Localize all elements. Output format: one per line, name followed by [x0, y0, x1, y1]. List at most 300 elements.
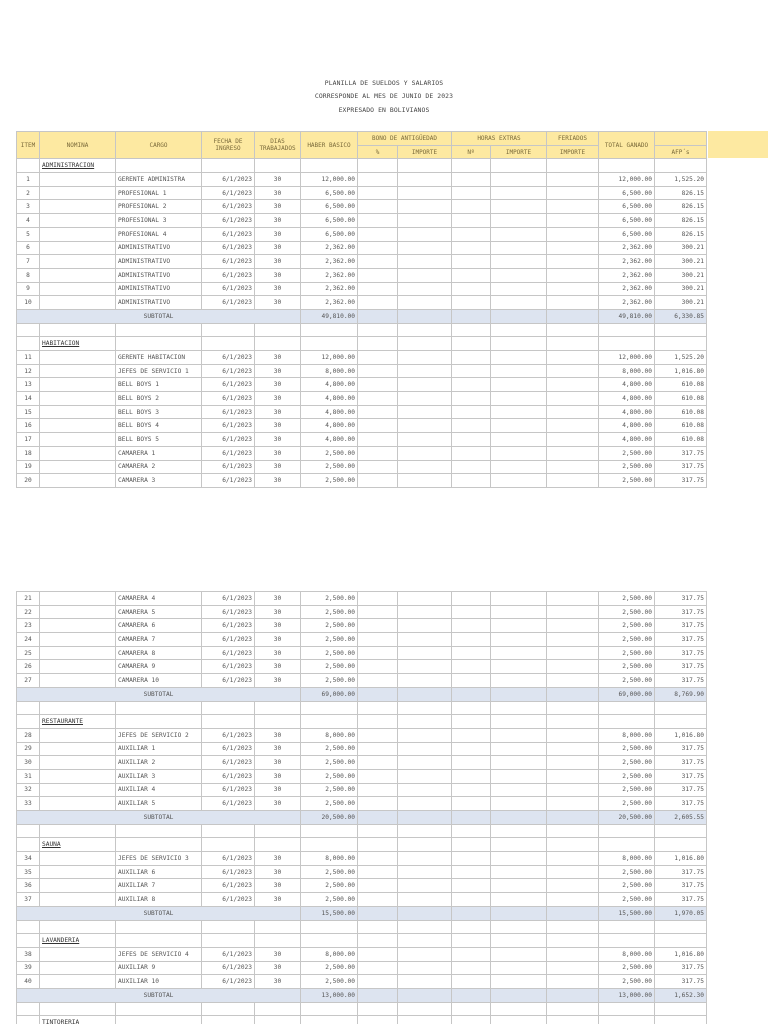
empty-cell [491, 756, 547, 770]
empty-cell [547, 701, 599, 715]
empty-cell [398, 433, 452, 447]
empty-cell [40, 323, 116, 337]
empty-cell [547, 268, 599, 282]
empty-cell [491, 961, 547, 975]
empty-cell [547, 619, 599, 633]
table-row [17, 433, 707, 447]
cargo-cell: JEFES DE SERVICIO 4 [116, 947, 202, 961]
empty-cell [398, 364, 452, 378]
fecha-cell: 6/1/2023 [202, 214, 255, 228]
cargo-cell: ADMINISTRATIVO [116, 241, 202, 255]
empty-cell [358, 419, 398, 433]
cargo-cell: ADMINISTRATIVO [116, 296, 202, 310]
empty-cell [491, 879, 547, 893]
table-row [17, 419, 707, 433]
dias-cell: 30 [255, 756, 301, 770]
dias-cell: 30 [255, 227, 301, 241]
total-cell: 2,500.00 [599, 783, 655, 797]
col-header-total: TOTAL GANADO [599, 132, 655, 159]
empty-cell [358, 296, 398, 310]
table-row [17, 392, 707, 406]
empty-cell [452, 906, 491, 920]
item-cell: 37 [17, 893, 40, 907]
col-header-dias: DIAS TRABAJADOS [255, 132, 301, 159]
empty-cell [358, 268, 398, 282]
table-row [17, 241, 707, 255]
total-cell: 2,500.00 [599, 975, 655, 989]
empty-cell [491, 824, 547, 838]
total-cell: 2,362.00 [599, 296, 655, 310]
empty-cell [599, 1016, 655, 1024]
empty-cell [655, 701, 707, 715]
item-cell: 29 [17, 742, 40, 756]
cargo-cell: JEFES DE SERVICIO 2 [116, 728, 202, 742]
empty-cell [358, 337, 398, 351]
total-cell: 2,500.00 [599, 619, 655, 633]
total-cell: 2,500.00 [599, 474, 655, 488]
fecha-cell: 6/1/2023 [202, 446, 255, 460]
afp-cell: 317.75 [655, 592, 707, 606]
empty-cell [655, 159, 707, 173]
empty-cell [452, 474, 491, 488]
cargo-cell: AUXILIAR 5 [116, 797, 202, 811]
total-cell: 2,500.00 [599, 742, 655, 756]
empty-cell [491, 173, 547, 187]
total-cell: 4,800.00 [599, 419, 655, 433]
empty-cell [358, 879, 398, 893]
nomina-cell [40, 756, 116, 770]
empty-cell [491, 323, 547, 337]
empty-cell [452, 852, 491, 866]
empty-cell [491, 592, 547, 606]
empty-cell [547, 660, 599, 674]
empty-cell [358, 405, 398, 419]
empty-cell [398, 296, 452, 310]
fecha-cell: 6/1/2023 [202, 646, 255, 660]
empty-cell [358, 351, 398, 365]
fecha-cell: 6/1/2023 [202, 674, 255, 688]
empty-cell [491, 852, 547, 866]
empty-cell [491, 660, 547, 674]
cargo-cell: PROFESIONAL 1 [116, 186, 202, 200]
empty-cell [116, 159, 202, 173]
empty-cell [40, 824, 116, 838]
table-row [17, 769, 707, 783]
total-cell: 4,800.00 [599, 392, 655, 406]
empty-cell [398, 852, 452, 866]
empty-cell [547, 255, 599, 269]
afp-cell: 317.75 [655, 674, 707, 688]
empty-cell [358, 619, 398, 633]
total-cell: 4,800.00 [599, 405, 655, 419]
cargo-cell: GERENTE HABITACION [116, 351, 202, 365]
empty-cell [452, 173, 491, 187]
cargo-cell: CAMARERA 8 [116, 646, 202, 660]
afp-cell: 1,525.20 [655, 351, 707, 365]
empty-cell [398, 797, 452, 811]
afp-cell: 1,016.80 [655, 852, 707, 866]
total-cell: 4,800.00 [599, 378, 655, 392]
empty-cell [491, 460, 547, 474]
haber-cell: 2,362.00 [301, 255, 358, 269]
empty-cell [452, 268, 491, 282]
total-cell: 2,362.00 [599, 268, 655, 282]
empty-cell [452, 879, 491, 893]
empty-cell [17, 934, 40, 948]
dias-cell: 30 [255, 728, 301, 742]
haber-cell: 8,000.00 [301, 364, 358, 378]
table-row [17, 879, 707, 893]
empty-cell [547, 378, 599, 392]
empty-cell [301, 838, 358, 852]
empty-cell [599, 701, 655, 715]
nomina-cell [40, 797, 116, 811]
empty-cell [491, 838, 547, 852]
dias-cell: 30 [255, 742, 301, 756]
haber-cell: 8,000.00 [301, 728, 358, 742]
empty-cell [491, 282, 547, 296]
total-cell: 2,500.00 [599, 646, 655, 660]
subtotal-total: 13,000.00 [599, 988, 655, 1002]
empty-cell [547, 433, 599, 447]
empty-cell [452, 405, 491, 419]
item-cell: 6 [17, 241, 40, 255]
empty-cell [255, 337, 301, 351]
cargo-cell: BELL BOYS 1 [116, 378, 202, 392]
table-row [17, 975, 707, 989]
empty-cell [398, 646, 452, 660]
empty-cell [655, 1016, 707, 1024]
empty-cell [398, 988, 452, 1002]
afp-cell: 826.15 [655, 227, 707, 241]
empty-cell [398, 186, 452, 200]
empty-cell [452, 961, 491, 975]
cargo-cell: CAMARERA 7 [116, 633, 202, 647]
section-row [17, 838, 707, 852]
empty-cell [202, 838, 255, 852]
dias-cell: 30 [255, 783, 301, 797]
empty-cell [17, 838, 40, 852]
haber-cell: 2,500.00 [301, 769, 358, 783]
dias-cell: 30 [255, 961, 301, 975]
empty-cell [452, 337, 491, 351]
empty-cell [491, 159, 547, 173]
empty-cell [398, 947, 452, 961]
afp-cell: 317.75 [655, 619, 707, 633]
empty-cell [398, 268, 452, 282]
item-cell: 11 [17, 351, 40, 365]
empty-cell [398, 728, 452, 742]
item-cell: 7 [17, 255, 40, 269]
fecha-cell: 6/1/2023 [202, 797, 255, 811]
empty-cell [491, 392, 547, 406]
cargo-cell: CAMARERA 3 [116, 474, 202, 488]
empty-cell [547, 446, 599, 460]
empty-cell [398, 351, 452, 365]
cargo-cell: ADMINISTRATIVO [116, 255, 202, 269]
nomina-cell [40, 975, 116, 989]
empty-cell [547, 419, 599, 433]
empty-cell [116, 337, 202, 351]
empty-cell [491, 200, 547, 214]
fecha-cell: 6/1/2023 [202, 852, 255, 866]
empty-cell [547, 742, 599, 756]
haber-cell: 8,000.00 [301, 947, 358, 961]
empty-cell [398, 173, 452, 187]
total-cell: 2,500.00 [599, 769, 655, 783]
item-cell: 1 [17, 173, 40, 187]
total-cell: 2,500.00 [599, 674, 655, 688]
subtotal-afp: 2,605.55 [655, 811, 707, 825]
item-cell: 27 [17, 674, 40, 688]
fecha-cell: 6/1/2023 [202, 893, 255, 907]
item-cell: 5 [17, 227, 40, 241]
empty-cell [202, 920, 255, 934]
col-header-horas: HORAS EXTRAS [452, 132, 547, 146]
nomina-cell [40, 433, 116, 447]
empty-cell [301, 1002, 358, 1016]
cargo-cell: BELL BOYS 3 [116, 405, 202, 419]
empty-cell [398, 934, 452, 948]
empty-cell [255, 701, 301, 715]
empty-cell [452, 674, 491, 688]
haber-cell: 12,000.00 [301, 173, 358, 187]
total-cell: 2,362.00 [599, 255, 655, 269]
dias-cell: 30 [255, 296, 301, 310]
empty-cell [547, 838, 599, 852]
empty-cell [40, 1002, 116, 1016]
empty-cell [17, 159, 40, 173]
empty-cell [398, 920, 452, 934]
subtotal-haber: 13,000.00 [301, 988, 358, 1002]
empty-cell [398, 159, 452, 173]
empty-cell [547, 879, 599, 893]
empty-cell [358, 592, 398, 606]
empty-cell [398, 460, 452, 474]
nomina-cell [40, 446, 116, 460]
afp-cell: 610.08 [655, 392, 707, 406]
afp-cell: 317.75 [655, 865, 707, 879]
cargo-cell: PROFESIONAL 4 [116, 227, 202, 241]
empty-cell [452, 660, 491, 674]
empty-cell [116, 715, 202, 729]
empty-cell [116, 1002, 202, 1016]
dias-cell: 30 [255, 769, 301, 783]
cargo-cell: CAMARERA 10 [116, 674, 202, 688]
empty-cell [547, 646, 599, 660]
empty-cell [452, 200, 491, 214]
dias-cell: 30 [255, 200, 301, 214]
empty-cell [358, 227, 398, 241]
empty-cell [358, 920, 398, 934]
afp-cell: 610.08 [655, 405, 707, 419]
empty-cell [452, 728, 491, 742]
empty-cell [599, 838, 655, 852]
empty-cell [547, 200, 599, 214]
afp-cell: 610.08 [655, 433, 707, 447]
empty-cell [40, 701, 116, 715]
haber-cell: 2,362.00 [301, 282, 358, 296]
payroll-table-page-1 [16, 131, 707, 488]
empty-cell [547, 769, 599, 783]
afp-cell: 300.21 [655, 296, 707, 310]
empty-cell [547, 282, 599, 296]
empty-cell [398, 783, 452, 797]
empty-cell [358, 446, 398, 460]
cargo-cell: AUXILIAR 1 [116, 742, 202, 756]
empty-cell [547, 605, 599, 619]
empty-cell [358, 255, 398, 269]
haber-cell: 2,500.00 [301, 975, 358, 989]
empty-cell [655, 920, 707, 934]
empty-cell [398, 769, 452, 783]
item-cell: 39 [17, 961, 40, 975]
empty-cell [301, 920, 358, 934]
total-cell: 2,500.00 [599, 592, 655, 606]
total-cell: 2,500.00 [599, 460, 655, 474]
nomina-cell [40, 364, 116, 378]
fecha-cell: 6/1/2023 [202, 605, 255, 619]
col-header-nomina: NOMINA [40, 132, 116, 159]
afp-cell: 1,016.80 [655, 364, 707, 378]
cargo-cell: CAMARERA 6 [116, 619, 202, 633]
empty-cell [491, 728, 547, 742]
empty-cell [547, 351, 599, 365]
item-cell: 35 [17, 865, 40, 879]
afp-cell: 317.75 [655, 605, 707, 619]
table-row [17, 619, 707, 633]
afp-cell: 317.75 [655, 474, 707, 488]
nomina-cell [40, 200, 116, 214]
empty-cell [358, 975, 398, 989]
empty-cell [398, 241, 452, 255]
nomina-cell [40, 619, 116, 633]
empty-cell [358, 660, 398, 674]
empty-cell [398, 975, 452, 989]
empty-cell [452, 419, 491, 433]
afp-cell: 317.75 [655, 660, 707, 674]
empty-cell [491, 934, 547, 948]
empty-cell [301, 715, 358, 729]
afp-cell: 1,016.80 [655, 728, 707, 742]
empty-cell [398, 742, 452, 756]
empty-cell [547, 186, 599, 200]
dias-cell: 30 [255, 378, 301, 392]
empty-cell [398, 378, 452, 392]
empty-cell [116, 824, 202, 838]
nomina-cell [40, 646, 116, 660]
empty-cell [547, 920, 599, 934]
cargo-cell: AUXILIAR 3 [116, 769, 202, 783]
fecha-cell: 6/1/2023 [202, 742, 255, 756]
empty-cell [358, 1002, 398, 1016]
fecha-cell: 6/1/2023 [202, 460, 255, 474]
subtotal-label: SUBTOTAL [17, 811, 301, 825]
item-cell: 2 [17, 186, 40, 200]
table-row [17, 296, 707, 310]
col-header-afp: AFP´s [655, 145, 707, 159]
item-cell: 24 [17, 633, 40, 647]
empty-cell [547, 474, 599, 488]
empty-cell [17, 824, 40, 838]
afp-cell: 610.08 [655, 419, 707, 433]
total-cell: 6,500.00 [599, 186, 655, 200]
item-cell: 26 [17, 660, 40, 674]
empty-cell [547, 460, 599, 474]
empty-cell [358, 433, 398, 447]
empty-cell [655, 934, 707, 948]
cargo-cell: JEFES DE SERVICIO 1 [116, 364, 202, 378]
fecha-cell: 6/1/2023 [202, 392, 255, 406]
dias-cell: 30 [255, 474, 301, 488]
item-cell: 32 [17, 783, 40, 797]
haber-cell: 2,500.00 [301, 865, 358, 879]
nomina-cell [40, 392, 116, 406]
haber-cell: 2,500.00 [301, 460, 358, 474]
subtotal-haber: 15,500.00 [301, 906, 358, 920]
nomina-cell [40, 879, 116, 893]
empty-cell [301, 323, 358, 337]
nomina-cell [40, 961, 116, 975]
item-cell: 15 [17, 405, 40, 419]
nomina-cell [40, 268, 116, 282]
table-row [17, 742, 707, 756]
empty-cell [358, 701, 398, 715]
fecha-cell: 6/1/2023 [202, 975, 255, 989]
empty-cell [491, 783, 547, 797]
empty-cell [452, 687, 491, 701]
afp-cell: 317.75 [655, 769, 707, 783]
haber-cell: 2,500.00 [301, 633, 358, 647]
nomina-cell [40, 660, 116, 674]
item-cell: 34 [17, 852, 40, 866]
empty-cell [358, 460, 398, 474]
haber-cell: 2,500.00 [301, 619, 358, 633]
col-header-horas-importe: IMPORTE [491, 145, 547, 159]
total-cell: 2,362.00 [599, 282, 655, 296]
empty-cell [452, 947, 491, 961]
empty-cell [491, 906, 547, 920]
empty-cell [301, 701, 358, 715]
total-cell: 2,500.00 [599, 633, 655, 647]
dias-cell: 30 [255, 241, 301, 255]
nomina-cell [40, 227, 116, 241]
dias-cell: 30 [255, 852, 301, 866]
empty-cell [398, 282, 452, 296]
table-row [17, 378, 707, 392]
empty-cell [358, 159, 398, 173]
subtotal-afp: 6,330.85 [655, 309, 707, 323]
empty-cell [599, 323, 655, 337]
header-band-extension [708, 131, 768, 158]
subtotal-afp: 8,769.90 [655, 687, 707, 701]
nomina-cell [40, 296, 116, 310]
nomina-cell [40, 173, 116, 187]
empty-cell [452, 159, 491, 173]
nomina-cell [40, 592, 116, 606]
empty-cell [655, 337, 707, 351]
afp-cell: 317.75 [655, 742, 707, 756]
afp-cell: 300.21 [655, 282, 707, 296]
haber-cell: 2,500.00 [301, 474, 358, 488]
subtotal-row [17, 811, 707, 825]
subtotal-label: SUBTOTAL [17, 687, 301, 701]
total-cell: 2,362.00 [599, 241, 655, 255]
fecha-cell: 6/1/2023 [202, 633, 255, 647]
empty-cell [491, 241, 547, 255]
table-row [17, 364, 707, 378]
fecha-cell: 6/1/2023 [202, 378, 255, 392]
